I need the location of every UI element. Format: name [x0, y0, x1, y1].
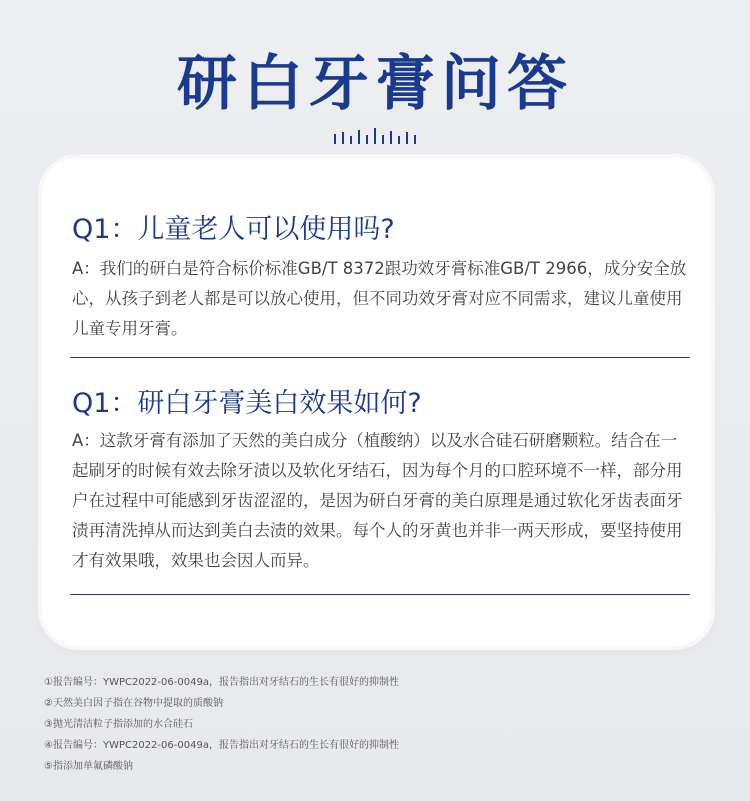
footnote: ⑤指添加单氟磷酸钠	[44, 761, 133, 772]
footnotes	[44, 672, 724, 777]
answer-2: A：这款牙膏有添加了天然的美白成分（植酸纳）以及水合硅石研磨颗粒。结合在一起刷牙的时候有效去除牙渍以及软化牙结石，因为每个月的口腔环境不一样，部分用户在过程中可能感到牙齿涩涩的，是因为研白牙膏的美白原理是通过软化牙齿表面牙渍再清洗掉从而达到美白去渍的效果。每个人的牙黄也并非一两天形成，要坚持使用才有效果哦，效果也会因人而异。	[72, 431, 683, 570]
footnote: ④报告编号：YWPC2022-06-0049a，报告指出对牙结石的生长有很好的抑制性	[44, 740, 399, 751]
page-title: 研白牙膏问答	[177, 49, 573, 119]
decorative-tick-marks	[333, 126, 419, 144]
divider	[70, 594, 690, 595]
answer-1: A：我们的研白是符合标价标准GB/T 8372跟功效牙膏标准GB/T 2966，成分安全放心，从孩子到老人都是可以放心使用，但不同功效牙膏对应不同需求，建议儿童使用儿童专用牙膏。	[72, 259, 687, 338]
qa-card	[42, 158, 711, 646]
question-2: Q1：研白牙膏美白效果如何?	[72, 388, 422, 419]
footnote: ③抛光清洁粒子指添加的水合硅石	[44, 719, 193, 730]
question-1: Q1：儿童老人可以使用吗?	[72, 214, 395, 245]
footnote: ①报告编号：YWPC2022-06-0049a，报告指出对牙结石的生长有很好的抑制性	[44, 677, 399, 688]
footnote: ②天然美白因子指在谷物中提取的质酸钠	[44, 698, 223, 709]
divider	[70, 357, 690, 358]
